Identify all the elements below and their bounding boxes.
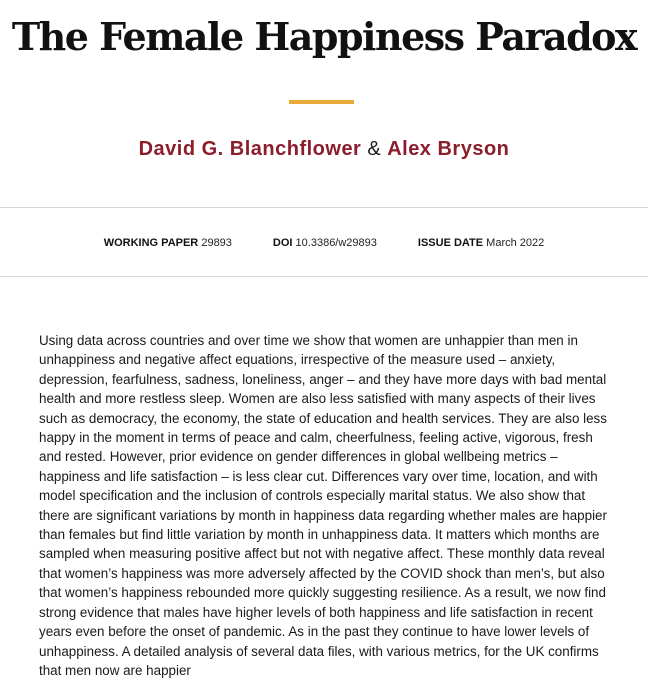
author-separator: & — [367, 138, 382, 160]
abstract-text: Using data across countries and over time we show that women are unhappier than men in unhappiness and negative affect equations, irrespective of the measure used – anxiety, depression, fearfulness, sadness, loneliness, anger – and they have more days with bad mental health and more restless sleep. Women are also less satisfied with many aspects of their lives such as democracy, the economy, the state of education and health services. They are also less happy in the moment in terms of peace and calm, cheerfulness, feeling active, vigorous, fresh and rested. However, prior evidence on gender differences in global wellbeing metrics – happiness and life satisfaction – is less clear cut. Differences vary over time, location, and with model specification and the inclusion of controls especially marital status. We also show that there are significant variations by month in happiness data regarding whether males are happier than females but find little variation by month in unhappiness data. It matters which months are sampled when measuring positive affect but not with negative affect. These monthly data reveal that women’s happiness was more adversely affected by the COVID shock than men’s, but also that women’s happiness rebounded more quickly suggesting resilience. As a result, we now find strong evidence that males have higher levels of both happiness and life satisfaction in recent years even before the onset of pandemic. As in the past they continue to have lower levels of unhappiness. A detailed analysis of several data files, with various metrics, for the UK confirms that men now are happier — [39, 333, 607, 678]
author-link-bryson[interactable]: Alex Bryson — [387, 138, 510, 160]
working-paper-meta — [104, 237, 232, 249]
doi-meta — [273, 237, 377, 249]
issue-date-label: ISSUE DATE — [417, 237, 484, 249]
working-paper-number: 29893 — [201, 237, 232, 249]
author-link-blanchflower[interactable]: David G. Blanchflower — [138, 138, 362, 160]
doi-value[interactable]: 10.3386/w29893 — [295, 237, 377, 249]
working-paper-label: WORKING PAPER — [103, 237, 199, 249]
doi-label: DOI — [272, 237, 293, 249]
accent-divider — [289, 100, 354, 104]
paper-metadata-row — [0, 237, 648, 249]
issue-date-value: March 2022 — [486, 237, 545, 249]
page-title: The Female Happiness Paradox — [11, 14, 637, 59]
issue-date-meta — [418, 237, 544, 249]
paper-metadata-band — [0, 207, 648, 277]
author-list — [0, 138, 648, 161]
